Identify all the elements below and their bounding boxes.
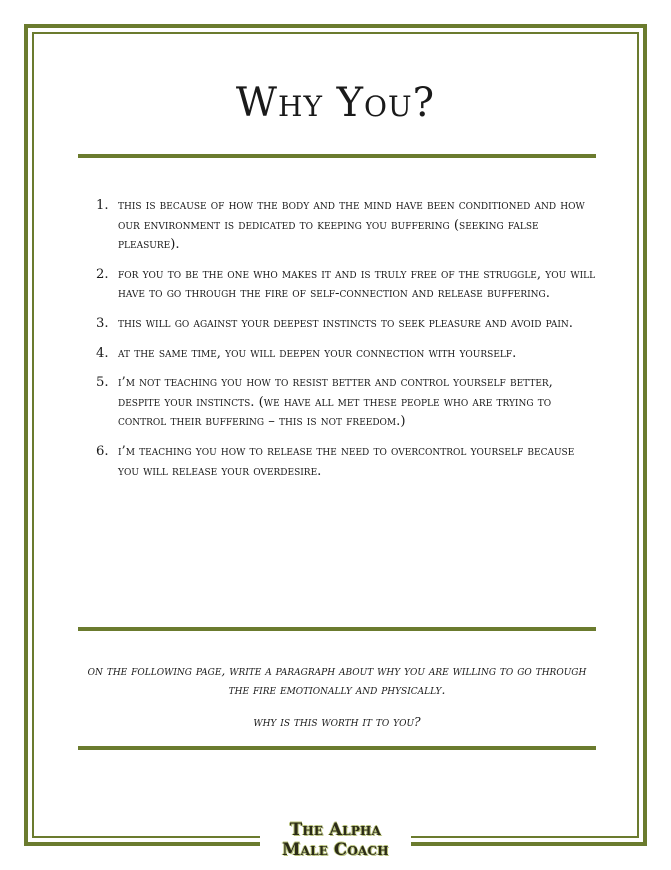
- list-item-number: 3.: [96, 315, 109, 331]
- list-item-text: i’m teaching you how to release the need to overcontrol yourself because you will release your overdesire.: [118, 443, 575, 479]
- divider-top: [78, 154, 596, 158]
- list-item-number: 6.: [96, 443, 109, 459]
- list-item-text: this is because of how the body and the mind have been conditioned and how our environment is dedicated to keeping you buffering (seeking false pleasure).: [118, 198, 585, 253]
- logo-line-1: The Alpha: [289, 820, 382, 839]
- divider-bottom: [78, 746, 596, 750]
- page-title: Why You?: [235, 80, 436, 126]
- list-item-number: 1.: [96, 198, 109, 213]
- list-item-text: this will go against your deepest instincts to seek pleasure and avoid pain.: [118, 315, 573, 331]
- list-item-text: i’m not teaching you how to resist better and control yourself better, despite your instincts. (we have all met these people who are trying to control their buffering – this is not freedom.): [118, 375, 553, 430]
- list-item: [96, 314, 596, 334]
- question-text: why is this worth it to you?: [253, 715, 421, 729]
- brand-logo: [260, 820, 411, 862]
- list-item-text: at the same time, you will deepen your connection with yourself.: [118, 345, 517, 361]
- list-item: [96, 265, 596, 304]
- reasons-list: [96, 196, 596, 491]
- list-item-number: 5.: [96, 375, 109, 391]
- logo-line-2: Male Coach: [282, 840, 389, 859]
- list-item: [96, 373, 596, 432]
- list-item: [96, 344, 596, 364]
- divider-middle: [78, 627, 596, 631]
- list-item-number: 2.: [96, 266, 109, 282]
- list-item-text: for you to be the one who makes it and is truly free of the struggle, you will have to go through the fire of self-connection and release buffering.: [118, 266, 596, 302]
- list-item-number: 4.: [96, 345, 109, 361]
- instruction-text: on the following page, write a paragraph about why you are willing to go through the fire emotionally and physically.: [87, 664, 587, 697]
- list-item: [96, 196, 596, 255]
- list-item: [96, 442, 596, 481]
